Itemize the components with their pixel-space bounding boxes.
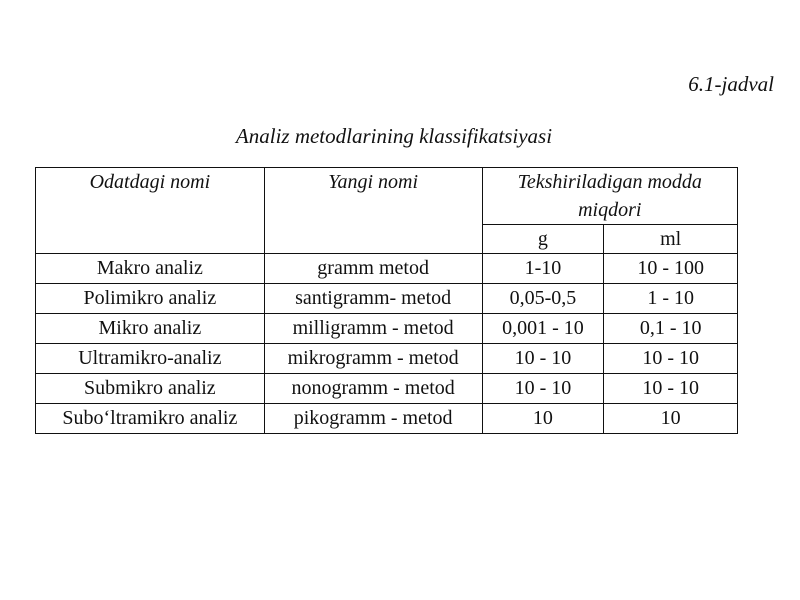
table-row	[36, 374, 738, 404]
cell-amount-g: 10 - 10	[482, 374, 604, 404]
table-row	[36, 254, 738, 284]
classification-table	[35, 167, 738, 434]
cell-new-name: gramm metod	[264, 254, 482, 284]
cell-amount-ml: 10	[604, 404, 738, 434]
cell-amount-g: 0,001 - 10	[482, 314, 604, 344]
cell-common-name: Submikro analiz	[36, 374, 265, 404]
cell-amount-ml: 10 - 10	[604, 374, 738, 404]
cell-common-name: Polimikro analiz	[36, 284, 265, 314]
cell-new-name: nonogramm - metod	[264, 374, 482, 404]
header-unit-ml: ml	[604, 225, 738, 254]
cell-common-name: Subo‘ltramikro analiz	[36, 404, 265, 434]
table-row	[36, 404, 738, 434]
cell-amount-g: 0,05-0,5	[482, 284, 604, 314]
cell-amount-ml: 10 - 10	[604, 344, 738, 374]
cell-amount-ml: 1 - 10	[604, 284, 738, 314]
cell-amount-g: 10 - 10	[482, 344, 604, 374]
cell-amount-g: 1-10	[482, 254, 604, 284]
cell-common-name: Ultramikro-analiz	[36, 344, 265, 374]
cell-new-name: santigramm- metod	[264, 284, 482, 314]
cell-common-name: Mikro analiz	[36, 314, 265, 344]
cell-amount-ml: 0,1 - 10	[604, 314, 738, 344]
cell-new-name: mikrogramm - metod	[264, 344, 482, 374]
header-substance-amount: Tekshiriladigan modda miqdori	[482, 168, 738, 225]
cell-amount-g: 10	[482, 404, 604, 434]
table-row	[36, 344, 738, 374]
cell-common-name: Makro analiz	[36, 254, 265, 284]
cell-new-name: pikogramm - metod	[264, 404, 482, 434]
header-new-name: Yangi nomi	[264, 168, 482, 254]
header-unit-g: g	[482, 225, 604, 254]
cell-amount-ml: 10 - 100	[604, 254, 738, 284]
header-common-name: Odatdagi nomi	[36, 168, 265, 254]
table-title: Analiz metodlarining klassifikatsiyasi	[235, 124, 553, 148]
cell-new-name: milligramm - metod	[264, 314, 482, 344]
table-row	[36, 314, 738, 344]
header-row	[36, 168, 738, 225]
table-number: 6.1-jadval	[688, 72, 774, 96]
table-row	[36, 284, 738, 314]
